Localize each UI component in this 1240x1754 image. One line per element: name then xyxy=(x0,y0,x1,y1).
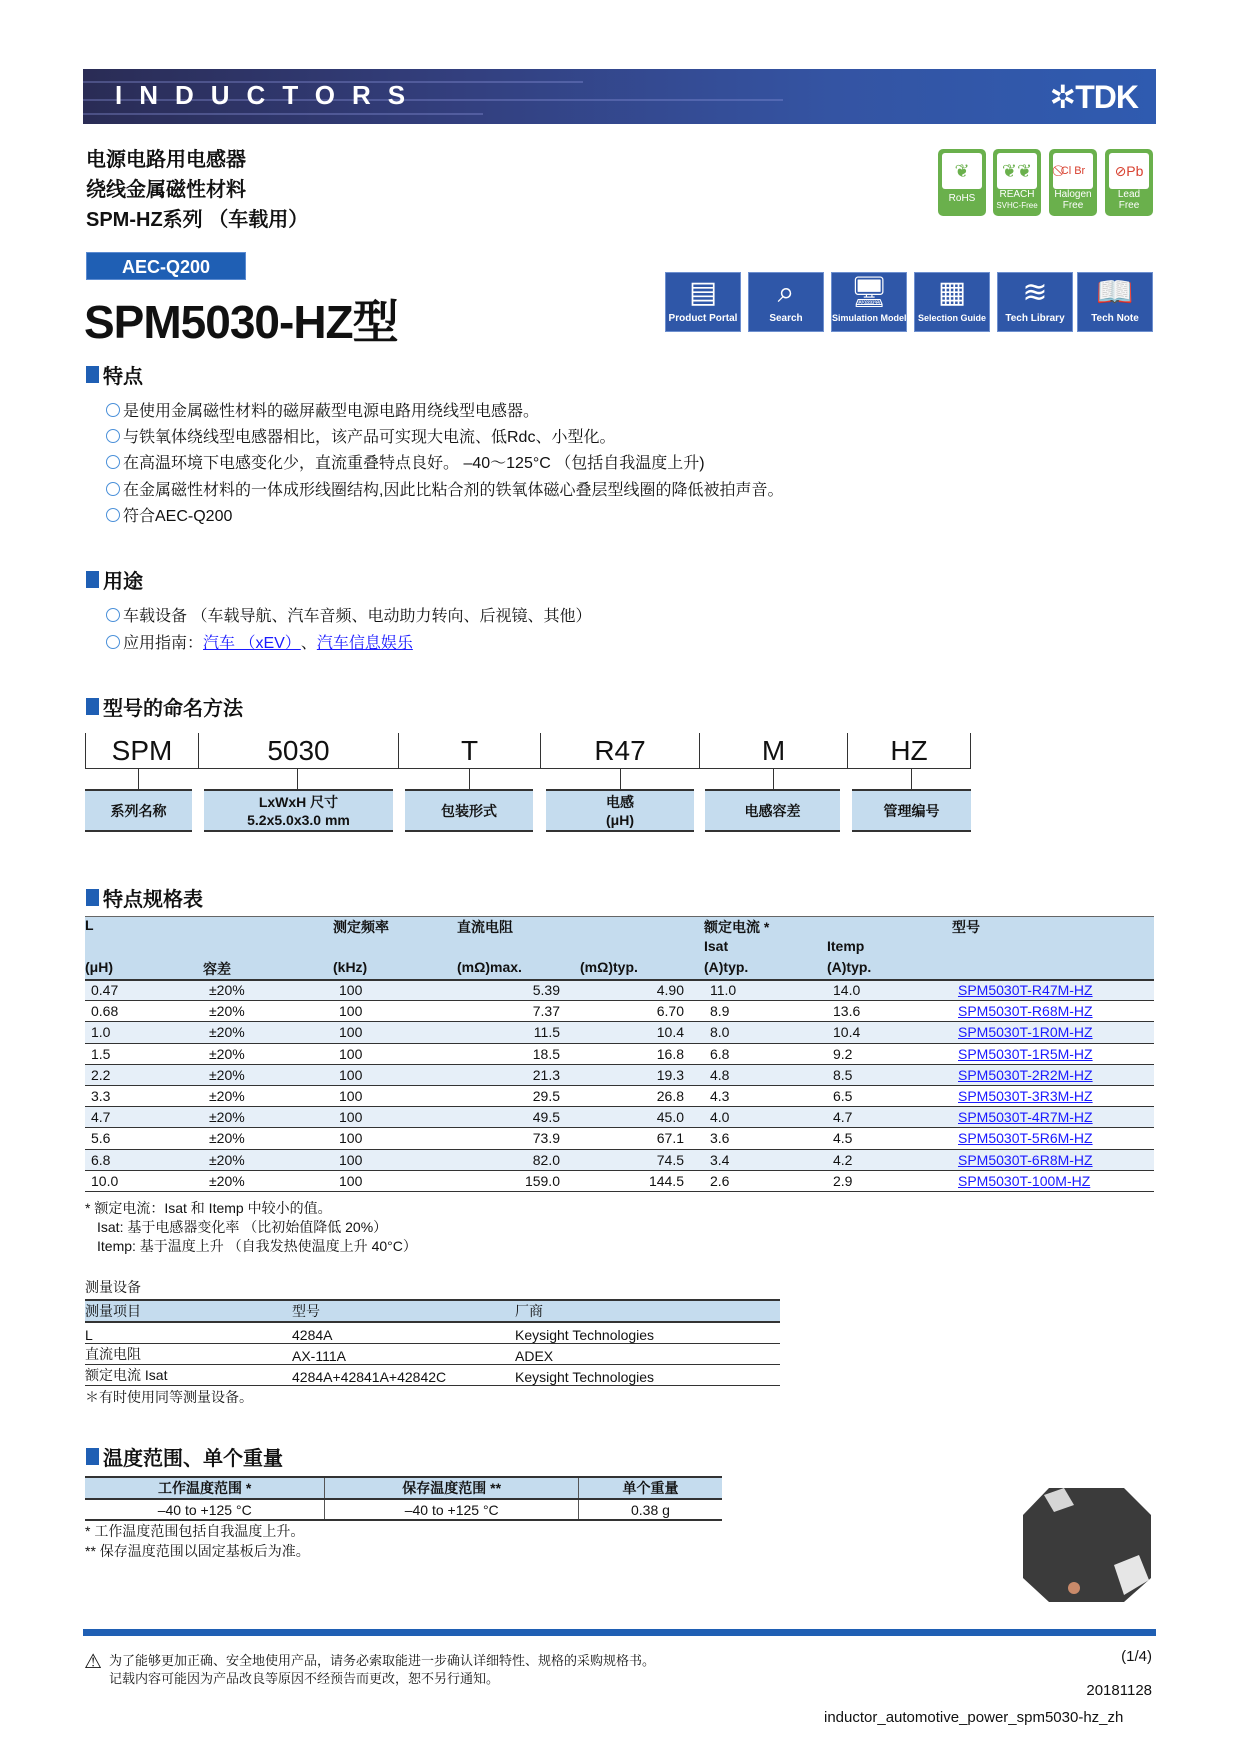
spec-cell: ±20% xyxy=(203,1085,333,1106)
page-title: SPM5030-HZ型 xyxy=(84,296,398,348)
spec-header-cell: (mΩ)max. xyxy=(457,959,580,980)
spec-cell: 6.8 xyxy=(704,1043,827,1064)
table-row xyxy=(85,1343,780,1364)
spec-cell: 6.8 xyxy=(85,1149,203,1170)
warning-icon: ⚠ xyxy=(84,1651,102,1673)
aec-q200-badge: AEC-Q200 xyxy=(86,252,246,280)
spec-header-cell: (kHz) xyxy=(333,959,457,980)
spec-header-cell: 额定电流 * xyxy=(704,917,827,938)
tech-note-button[interactable]: 📖 Tech Note xyxy=(1077,272,1153,332)
spec-header-cell xyxy=(203,938,333,959)
product-image xyxy=(1019,1480,1154,1605)
product-portal-button[interactable]: ▤ Product Portal xyxy=(665,272,741,332)
spec-cell: 2.9 xyxy=(827,1170,952,1191)
spec-note: Itemp: 基于温度上升 （自我发热使温度上升 40°C） xyxy=(97,1238,417,1254)
book-icon: 📖 xyxy=(1096,276,1134,309)
spec-cell: 45.0 xyxy=(580,1107,704,1128)
part-number-cell xyxy=(952,1022,1154,1043)
label-management: 管理编号 xyxy=(852,789,971,832)
subtitle-1: 电源电路用电感器 xyxy=(86,149,246,171)
spec-cell: 8.5 xyxy=(827,1064,952,1085)
spec-header-cell: (μH) xyxy=(85,959,203,980)
spec-cell: ±20% xyxy=(203,1064,333,1085)
table-row xyxy=(85,1107,1154,1128)
simulation-model-button[interactable]: 🖥 Simulation Model xyxy=(831,272,907,332)
spec-header-cell: 直流电阻 xyxy=(457,917,580,938)
tech-library-button[interactable]: ≋ Tech Library xyxy=(997,272,1073,332)
measure-cell: 直流电阻 xyxy=(85,1343,292,1364)
label-packaging: 包装形式 xyxy=(405,789,533,832)
spec-cell: 4.90 xyxy=(580,980,704,1001)
spec-cell: 6.5 xyxy=(827,1085,952,1106)
spec-cell: 11.5 xyxy=(457,1022,580,1043)
spec-cell: 8.9 xyxy=(704,1001,827,1022)
spec-cell: 100 xyxy=(333,980,457,1001)
feature-item: 与铁氧体绕线型电感器相比，该产品可实现大电流、低Rdc、小型化。 xyxy=(106,424,615,447)
measure-header-cell: 厂商 xyxy=(515,1300,780,1322)
spec-cell: 9.2 xyxy=(827,1043,952,1064)
storage-temp: –40 to +125 °C xyxy=(325,1499,579,1520)
halogen-free-badge: Cl Br Halogen Free xyxy=(1049,149,1097,216)
reach-badge: ❦❦ REACH SVHC-Free xyxy=(993,149,1041,216)
operating-temp: –40 to +125 °C xyxy=(85,1499,325,1520)
measure-cell: 额定电流 Isat xyxy=(85,1364,292,1385)
spec-header-cell: Itemp xyxy=(827,938,952,959)
spec-cell: 6.70 xyxy=(580,1001,704,1022)
spec-cell: 11.0 xyxy=(704,980,827,1001)
no-lead-icon: ⊘Pb xyxy=(1109,153,1149,189)
lead-free-badge: ⊘Pb Lead Free xyxy=(1105,149,1153,216)
spec-header-cell xyxy=(203,917,333,938)
search-button[interactable]: ⌕ Search xyxy=(748,272,824,332)
table-row xyxy=(85,980,1154,1001)
measure-cell: Keysight Technologies xyxy=(515,1322,780,1343)
spec-cell: 82.0 xyxy=(457,1149,580,1170)
spec-header-cell: L xyxy=(85,917,203,938)
link-automotive-xev[interactable]: 汽车 （xEV） xyxy=(203,635,301,652)
footer-disclaimer-2: 记载内容可能因为产品改良等原因不经预告而更改，恕不另行通知。 xyxy=(109,1671,500,1686)
spec-cell: 2.2 xyxy=(85,1064,203,1085)
spec-cell: 1.0 xyxy=(85,1022,203,1043)
spec-cell: 4.3 xyxy=(704,1085,827,1106)
link-automotive-infotainment[interactable]: 汽车信息娱乐 xyxy=(316,635,413,652)
page-number: (1/4) xyxy=(1121,1648,1152,1665)
spec-cell: 3.4 xyxy=(704,1149,827,1170)
spec-cell: 4.0 xyxy=(704,1107,827,1128)
feature-item: 符合AEC-Q200 xyxy=(106,503,232,526)
part-number-link[interactable]: SPM5030T-R68M-HZ xyxy=(958,1003,1093,1020)
spec-cell: 4.8 xyxy=(704,1064,827,1085)
spec-cell: 13.6 xyxy=(827,1001,952,1022)
spec-cell: 49.5 xyxy=(457,1107,580,1128)
measure-title: 测量设备 xyxy=(85,1279,141,1295)
table-row xyxy=(85,1064,1154,1085)
measure-cell: Keysight Technologies xyxy=(515,1364,780,1385)
spec-header-cell xyxy=(827,917,952,938)
part-number-link[interactable]: SPM5030T-4R7M-HZ xyxy=(958,1109,1093,1126)
feature-item: 是使用金属磁性材料的磁屏蔽型电源电路用绕线型电感器。 xyxy=(106,398,539,421)
spec-cell: 0.68 xyxy=(85,1001,203,1022)
measurement-table xyxy=(85,1299,780,1386)
part-number-link[interactable]: SPM5030T-6R8M-HZ xyxy=(958,1151,1093,1168)
rohs-badge: ❦ RoHS xyxy=(938,149,986,216)
header-storage-temp: 保存温度范围 ** xyxy=(325,1477,579,1499)
header-weight: 单个重量 xyxy=(578,1477,722,1499)
spec-header-cell: 容差 xyxy=(203,959,333,980)
spec-cell: ±20% xyxy=(203,1043,333,1064)
label-tolerance: 电感容差 xyxy=(705,789,840,832)
measure-cell: 4284A+42841A+42842C xyxy=(292,1364,515,1385)
label-series: 系列名称 xyxy=(85,789,192,832)
table-row xyxy=(85,1322,780,1343)
spec-cell: 7.37 xyxy=(457,1001,580,1022)
spec-cell: 10.4 xyxy=(827,1022,952,1043)
header-operating-temp: 工作温度范围 * xyxy=(85,1477,325,1499)
spec-cell: 4.5 xyxy=(827,1128,952,1149)
leaves-icon: ❦❦ xyxy=(997,153,1037,189)
spec-cell: 16.8 xyxy=(580,1043,704,1064)
code-inductance: R47 xyxy=(540,733,699,768)
spec-cell: 21.3 xyxy=(457,1064,580,1085)
tdk-logo: ✲TDK xyxy=(1049,79,1138,115)
temp-heading: 温度范围、单个重量 xyxy=(86,1442,283,1471)
table-row xyxy=(85,1001,1154,1022)
spec-cell: 3.3 xyxy=(85,1085,203,1106)
part-number-cell xyxy=(952,1170,1154,1191)
measure-cell: ADEX xyxy=(515,1343,780,1364)
feature-item: 在金属磁性材料的一体成形线圈结构,因此比粘合剂的铁氧体磁心叠层型线圈的降低被拍声音。 xyxy=(106,477,783,500)
table-row xyxy=(85,1364,780,1385)
spec-header-cell: (mΩ)typ. xyxy=(580,959,704,980)
code-size: 5030 xyxy=(198,733,398,768)
usage-item: 应用指南： 汽车 （xEV） 、 汽车信息娱乐 xyxy=(106,630,413,653)
spec-cell: 74.5 xyxy=(580,1149,704,1170)
spec-cell: ±20% xyxy=(203,1149,333,1170)
header-banner xyxy=(83,69,1156,124)
measure-note: ＊有时使用同等测量设备。 xyxy=(85,1389,253,1405)
spec-header-row xyxy=(85,959,1154,980)
spec-cell: ±20% xyxy=(203,980,333,1001)
unit-weight: 0.38 g xyxy=(578,1499,722,1520)
part-number-cell xyxy=(952,1149,1154,1170)
temp-note: * 工作温度范围包括自我温度上升。 xyxy=(85,1523,305,1539)
spec-cell: 5.39 xyxy=(457,980,580,1001)
measure-header-cell: 测量项目 xyxy=(85,1300,292,1322)
spec-cell: 100 xyxy=(333,1170,457,1191)
spec-cell: 159.0 xyxy=(457,1170,580,1191)
spec-cell: 1.5 xyxy=(85,1043,203,1064)
footer-disclaimer-1: 为了能够更加正确、安全地使用产品，请务必索取能进一步确认详细特性、规格的采购规格书。 xyxy=(109,1653,656,1668)
spec-cell: 100 xyxy=(333,1043,457,1064)
part-number-link[interactable]: SPM5030T-1R0M-HZ xyxy=(958,1024,1093,1041)
part-number-link[interactable]: SPM5030T-5R6M-HZ xyxy=(958,1130,1093,1147)
spec-cell: 100 xyxy=(333,1128,457,1149)
header-title: INDUCTORS xyxy=(115,80,423,110)
part-number-naming-diagram xyxy=(85,733,971,833)
features-heading: 特点 xyxy=(86,360,143,389)
spec-cell: 100 xyxy=(333,1149,457,1170)
spec-cell: 3.6 xyxy=(704,1128,827,1149)
spec-cell: 100 xyxy=(333,1022,457,1043)
spec-cell: 18.5 xyxy=(457,1043,580,1064)
table-row xyxy=(85,1022,1154,1043)
spec-header-cell: Isat xyxy=(704,938,827,959)
temperature-weight-table xyxy=(85,1476,722,1521)
subtitle-2: 绕线金属磁性材料 xyxy=(86,179,246,201)
spec-note: Isat: 基于电感器变化率 （比初始值降低 20%） xyxy=(97,1219,388,1235)
measure-header-cell: 型号 xyxy=(292,1300,515,1322)
part-number-link[interactable]: SPM5030T-3R3M-HZ xyxy=(958,1088,1093,1105)
spec-cell: 5.6 xyxy=(85,1128,203,1149)
spec-cell: 73.9 xyxy=(457,1128,580,1149)
spec-cell: ±20% xyxy=(203,1170,333,1191)
spec-cell: 100 xyxy=(333,1107,457,1128)
part-number-cell xyxy=(952,1043,1154,1064)
spec-header-cell: (A)typ. xyxy=(704,959,827,980)
spec-cell: ±20% xyxy=(203,1001,333,1022)
spec-cell: ±20% xyxy=(203,1022,333,1043)
spec-header-cell xyxy=(580,917,704,938)
spec-cell: 14.0 xyxy=(827,980,952,1001)
spec-header-row xyxy=(85,917,1154,938)
spec-cell: 10.0 xyxy=(85,1170,203,1191)
spec-cell: 26.8 xyxy=(580,1085,704,1106)
part-number-cell xyxy=(952,1128,1154,1149)
subtitle-3: SPM-HZ系列 （车载用） xyxy=(86,209,309,231)
table-row xyxy=(85,1170,1154,1191)
spec-cell: 29.5 xyxy=(457,1085,580,1106)
part-number-cell xyxy=(952,1064,1154,1085)
spec-cell: 4.2 xyxy=(827,1149,952,1170)
temp-note: ** 保存温度范围以固定基板后为准。 xyxy=(85,1543,310,1559)
spec-header-row xyxy=(85,938,1154,959)
spec-header-cell xyxy=(952,938,1154,959)
spec-cell: ±20% xyxy=(203,1107,333,1128)
computer-icon: 🖥 xyxy=(849,276,889,309)
search-icon: ⌕ xyxy=(777,276,795,309)
usage-item: 车载设备 （车载导航、汽车音频、电动助力转向、后视镜、其他） xyxy=(106,603,591,626)
label-size: LxWxH 尺寸 5.2x5.0x3.0 mm xyxy=(204,789,393,832)
measure-header-row xyxy=(85,1300,780,1322)
naming-heading: 型号的命名方法 xyxy=(86,692,243,721)
spec-cell: 100 xyxy=(333,1001,457,1022)
feature-item: 在高温环境下电感变化少，直流重叠特点良好。 –40～125°C （包括自我温度上升) xyxy=(106,450,705,473)
footer-bar xyxy=(83,1629,1156,1636)
doc-filename: inductor_automotive_power_spm5030-hz_zh xyxy=(824,1709,1124,1726)
table-row xyxy=(85,1085,1154,1106)
spec-cell: 100 xyxy=(333,1085,457,1106)
part-number-link[interactable]: SPM5030T-100M-HZ xyxy=(958,1172,1091,1189)
spec-cell: 10.4 xyxy=(580,1022,704,1043)
spec-header-cell: 测定频率 xyxy=(333,917,457,938)
part-number-link[interactable]: SPM5030T-2R2M-HZ xyxy=(958,1066,1093,1083)
part-number-cell xyxy=(952,1085,1154,1106)
spec-cell: 144.5 xyxy=(580,1170,704,1191)
code-management: HZ xyxy=(847,733,971,768)
table-row xyxy=(85,1128,1154,1149)
spec-table xyxy=(85,916,1154,1192)
grid-list-icon: ▤ xyxy=(688,276,718,309)
spec-heading: 特点规格表 xyxy=(86,883,203,912)
part-number-cell xyxy=(952,1001,1154,1022)
doc-date: 20181128 xyxy=(1086,1682,1152,1699)
spec-header-cell xyxy=(85,938,203,959)
code-packaging: T xyxy=(398,733,540,768)
spec-note: * 额定电流：Isat 和 Itemp 中较小的值。 xyxy=(85,1200,332,1216)
measure-cell: L xyxy=(85,1322,292,1343)
code-series: SPM xyxy=(85,733,198,768)
spec-cell: 2.6 xyxy=(704,1170,827,1191)
spec-header-cell xyxy=(580,938,704,959)
leaf-icon: ❦ xyxy=(942,153,982,189)
measure-cell: AX-111A xyxy=(292,1343,515,1364)
part-number-cell xyxy=(952,980,1154,1001)
part-number-link[interactable]: SPM5030T-1R5M-HZ xyxy=(958,1045,1093,1062)
spec-cell: 4.7 xyxy=(827,1107,952,1128)
table-row xyxy=(85,1043,1154,1064)
spec-cell: 0.47 xyxy=(85,980,203,1001)
spec-header-cell xyxy=(952,959,1154,980)
usage-heading: 用途 xyxy=(86,565,143,594)
selection-guide-button[interactable]: ▦ Selection Guide xyxy=(914,272,990,332)
part-number-link[interactable]: SPM5030T-R47M-HZ xyxy=(958,982,1093,999)
spec-cell: 8.0 xyxy=(704,1022,827,1043)
spec-header-cell xyxy=(333,938,457,959)
spec-header-cell: (A)typ. xyxy=(827,959,952,980)
spec-cell: ±20% xyxy=(203,1128,333,1149)
spec-cell: 19.3 xyxy=(580,1064,704,1085)
books-icon: ≋ xyxy=(1022,276,1048,309)
table-row xyxy=(85,1149,1154,1170)
table-icon: ▦ xyxy=(937,276,967,309)
measure-cell: 4284A xyxy=(292,1322,515,1343)
spec-header-cell: 型号 xyxy=(952,917,1154,938)
part-number-cell xyxy=(952,1107,1154,1128)
code-tolerance: M xyxy=(699,733,847,768)
spec-header-cell xyxy=(457,938,580,959)
spec-cell: 67.1 xyxy=(580,1128,704,1149)
label-inductance: 电感 (μH) xyxy=(546,789,694,832)
spec-cell: 100 xyxy=(333,1064,457,1085)
spec-cell: 4.7 xyxy=(85,1107,203,1128)
no-halogen-icon: Cl Br xyxy=(1053,153,1093,189)
